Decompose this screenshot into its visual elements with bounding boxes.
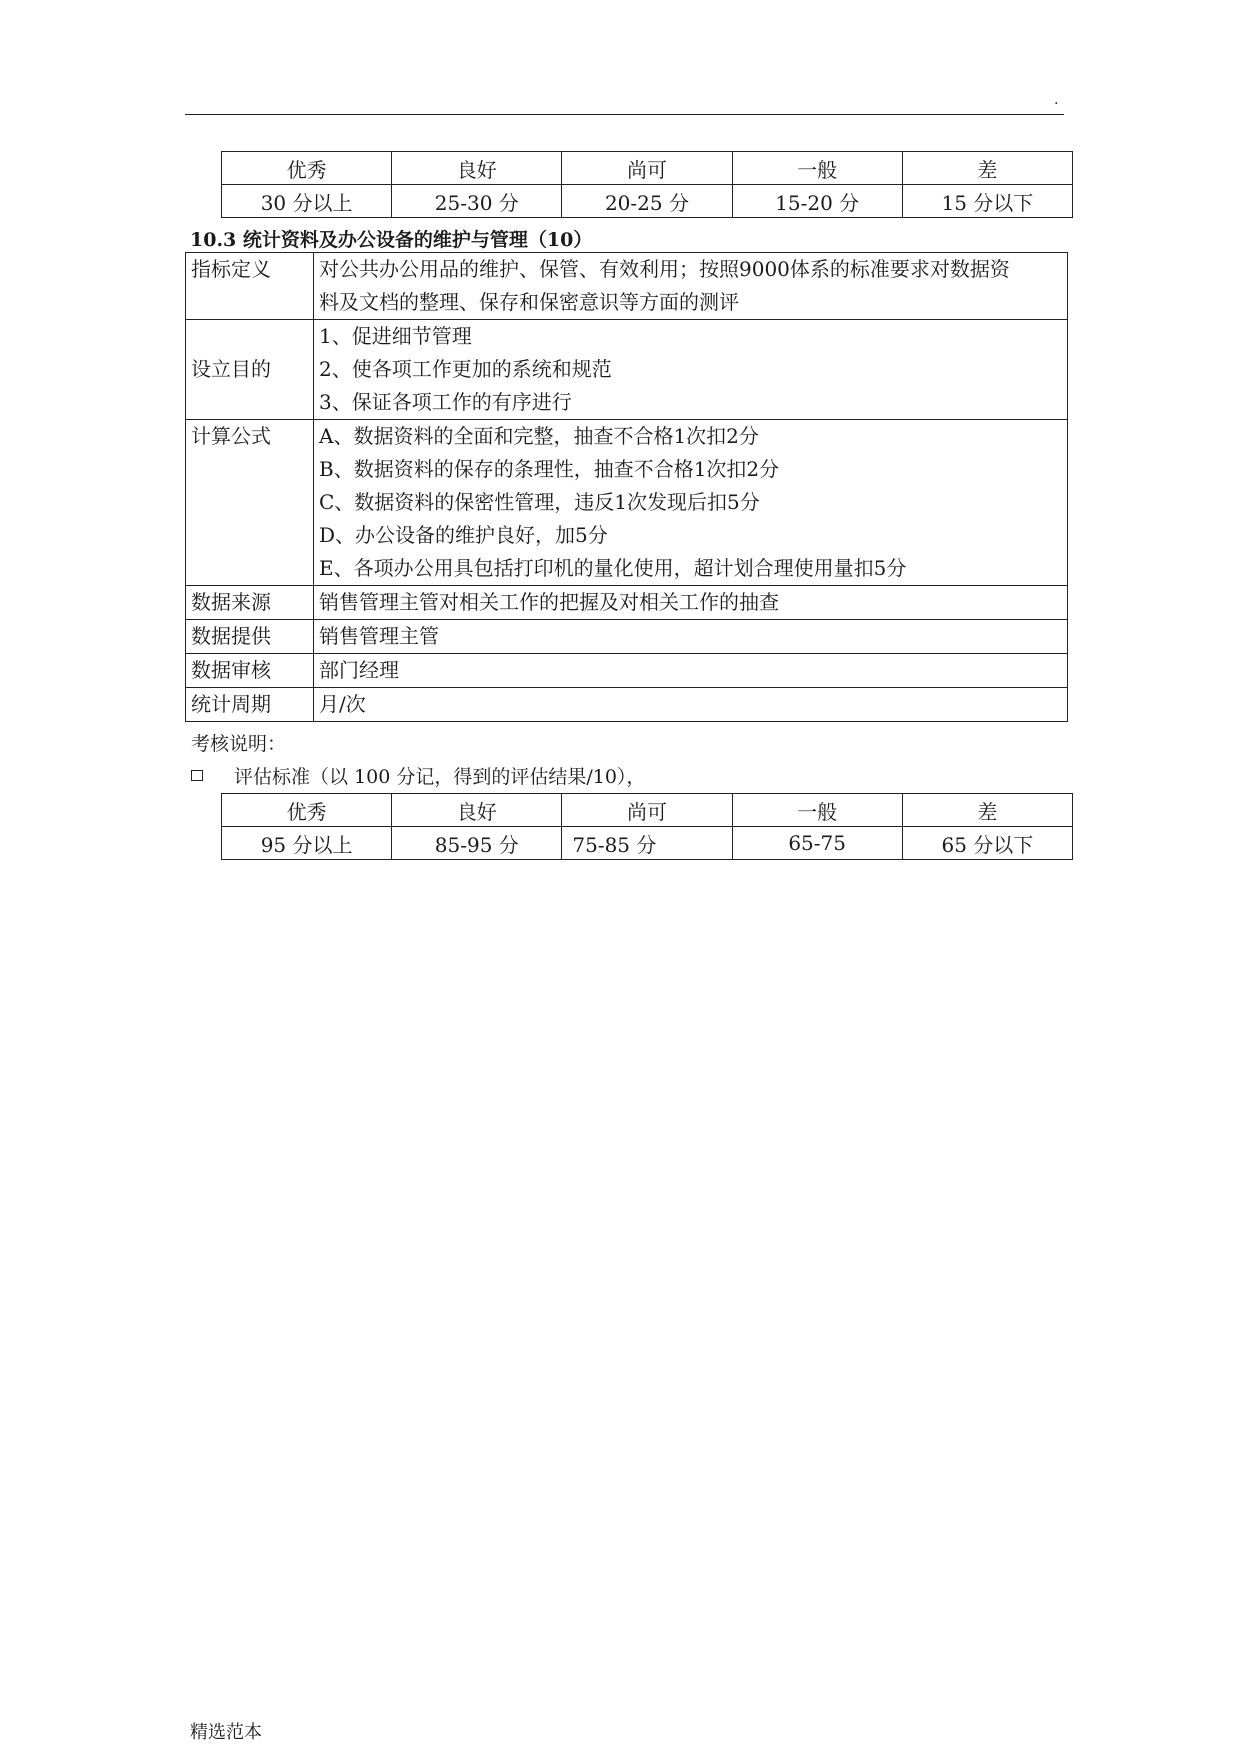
grade-header-cell: 优秀 <box>222 794 392 827</box>
content-line: 部门经理 <box>319 658 399 682</box>
grade-header-cell: 良好 <box>392 794 562 827</box>
grade-header-cell: 差 <box>902 794 1072 827</box>
row-label: 统计周期 <box>186 688 314 722</box>
content-line: 销售管理主管 <box>319 624 439 648</box>
grade-value-cell: 65-75 <box>732 827 902 860</box>
grade-value-cell: 25-30 分 <box>392 185 562 218</box>
grade-table-bottom <box>221 793 1073 860</box>
content-line: 对公共办公用品的维护、保管、有效利用；按照9000体系的标准要求对数据资 <box>319 257 1010 281</box>
grade-header-row <box>222 794 1073 827</box>
content-line: D、办公设备的维护良好，加5分 <box>319 523 608 547</box>
grade-header-cell: 尚可 <box>562 152 732 185</box>
row-label: 数据审核 <box>186 654 314 688</box>
grade-value-cell: 75-85 分 <box>562 827 732 860</box>
indicator-row-definition <box>186 253 1068 320</box>
row-content <box>314 420 1068 586</box>
indicator-row-source <box>186 586 1068 620</box>
grade-value-row <box>222 185 1073 218</box>
indicator-row-review <box>186 654 1068 688</box>
indicator-table <box>185 252 1068 722</box>
row-content <box>314 253 1068 320</box>
grade-header-cell: 差 <box>902 152 1072 185</box>
row-label: 指标定义 <box>186 253 314 320</box>
row-label: 设立目的 <box>186 320 314 420</box>
section-title: 10.3 统计资料及办公设备的维护与管理（10） <box>190 229 593 251</box>
row-content <box>314 620 1068 654</box>
grade-value-cell: 30 分以上 <box>222 185 392 218</box>
grade-value-cell: 15 分以下 <box>902 185 1072 218</box>
indicator-row-purpose <box>186 320 1068 420</box>
indicator-row-formula <box>186 420 1068 586</box>
grade-header-cell: 尚可 <box>562 794 732 827</box>
assessment-note: 考核说明： <box>191 733 287 755</box>
content-line: E、各项办公用具包括打印机的量化使用，超计划合理使用量扣5分 <box>319 556 907 580</box>
content-line: C、数据资料的保密性管理，违反1次发现后扣5分 <box>319 490 760 514</box>
header-rule <box>185 114 1064 115</box>
indicator-row-provider <box>186 620 1068 654</box>
grade-value-cell: 85-95 分 <box>392 827 562 860</box>
grade-value-cell: 20-25 分 <box>562 185 732 218</box>
grade-header-cell: 一般 <box>732 152 902 185</box>
row-content <box>314 688 1068 722</box>
header-mark: . <box>1054 92 1059 108</box>
grade-value-cell: 15-20 分 <box>732 185 902 218</box>
grade-header-row <box>222 152 1073 185</box>
indicator-row-period <box>186 688 1068 722</box>
grade-header-cell: 一般 <box>732 794 902 827</box>
row-content <box>314 320 1068 420</box>
grade-header-cell: 良好 <box>392 152 562 185</box>
row-label: 数据来源 <box>186 586 314 620</box>
row-label: 数据提供 <box>186 620 314 654</box>
content-line: 月/次 <box>319 692 366 716</box>
content-line: 1、促进细节管理 <box>319 324 472 348</box>
grade-table-top <box>221 151 1073 218</box>
row-content <box>314 586 1068 620</box>
footer-text: 精选范本 <box>190 1722 262 1743</box>
grade-value-cell: 65 分以下 <box>902 827 1072 860</box>
grade-value-cell: 95 分以上 <box>222 827 392 860</box>
row-label: 计算公式 <box>186 420 314 586</box>
grade-value-row <box>222 827 1073 860</box>
row-content <box>314 654 1068 688</box>
content-line: 3、保证各项工作的有序进行 <box>319 390 572 414</box>
content-line: 2、使各项工作更加的系统和规范 <box>319 357 612 381</box>
content-line: 销售管理主管对相关工作的把握及对相关工作的抽查 <box>319 590 779 614</box>
assessment-criteria: 评估标准（以 100 分记，得到的评估结果/10）， <box>234 766 646 788</box>
checkbox-bullet-icon <box>191 770 203 781</box>
grade-header-cell: 优秀 <box>222 152 392 185</box>
content-line: B、数据资料的保存的条理性，抽查不合格1次扣2分 <box>319 457 780 481</box>
content-line: 料及文档的整理、保存和保密意识等方面的测评 <box>319 290 739 314</box>
content-line: A、数据资料的全面和完整，抽查不合格1次扣2分 <box>319 424 759 448</box>
